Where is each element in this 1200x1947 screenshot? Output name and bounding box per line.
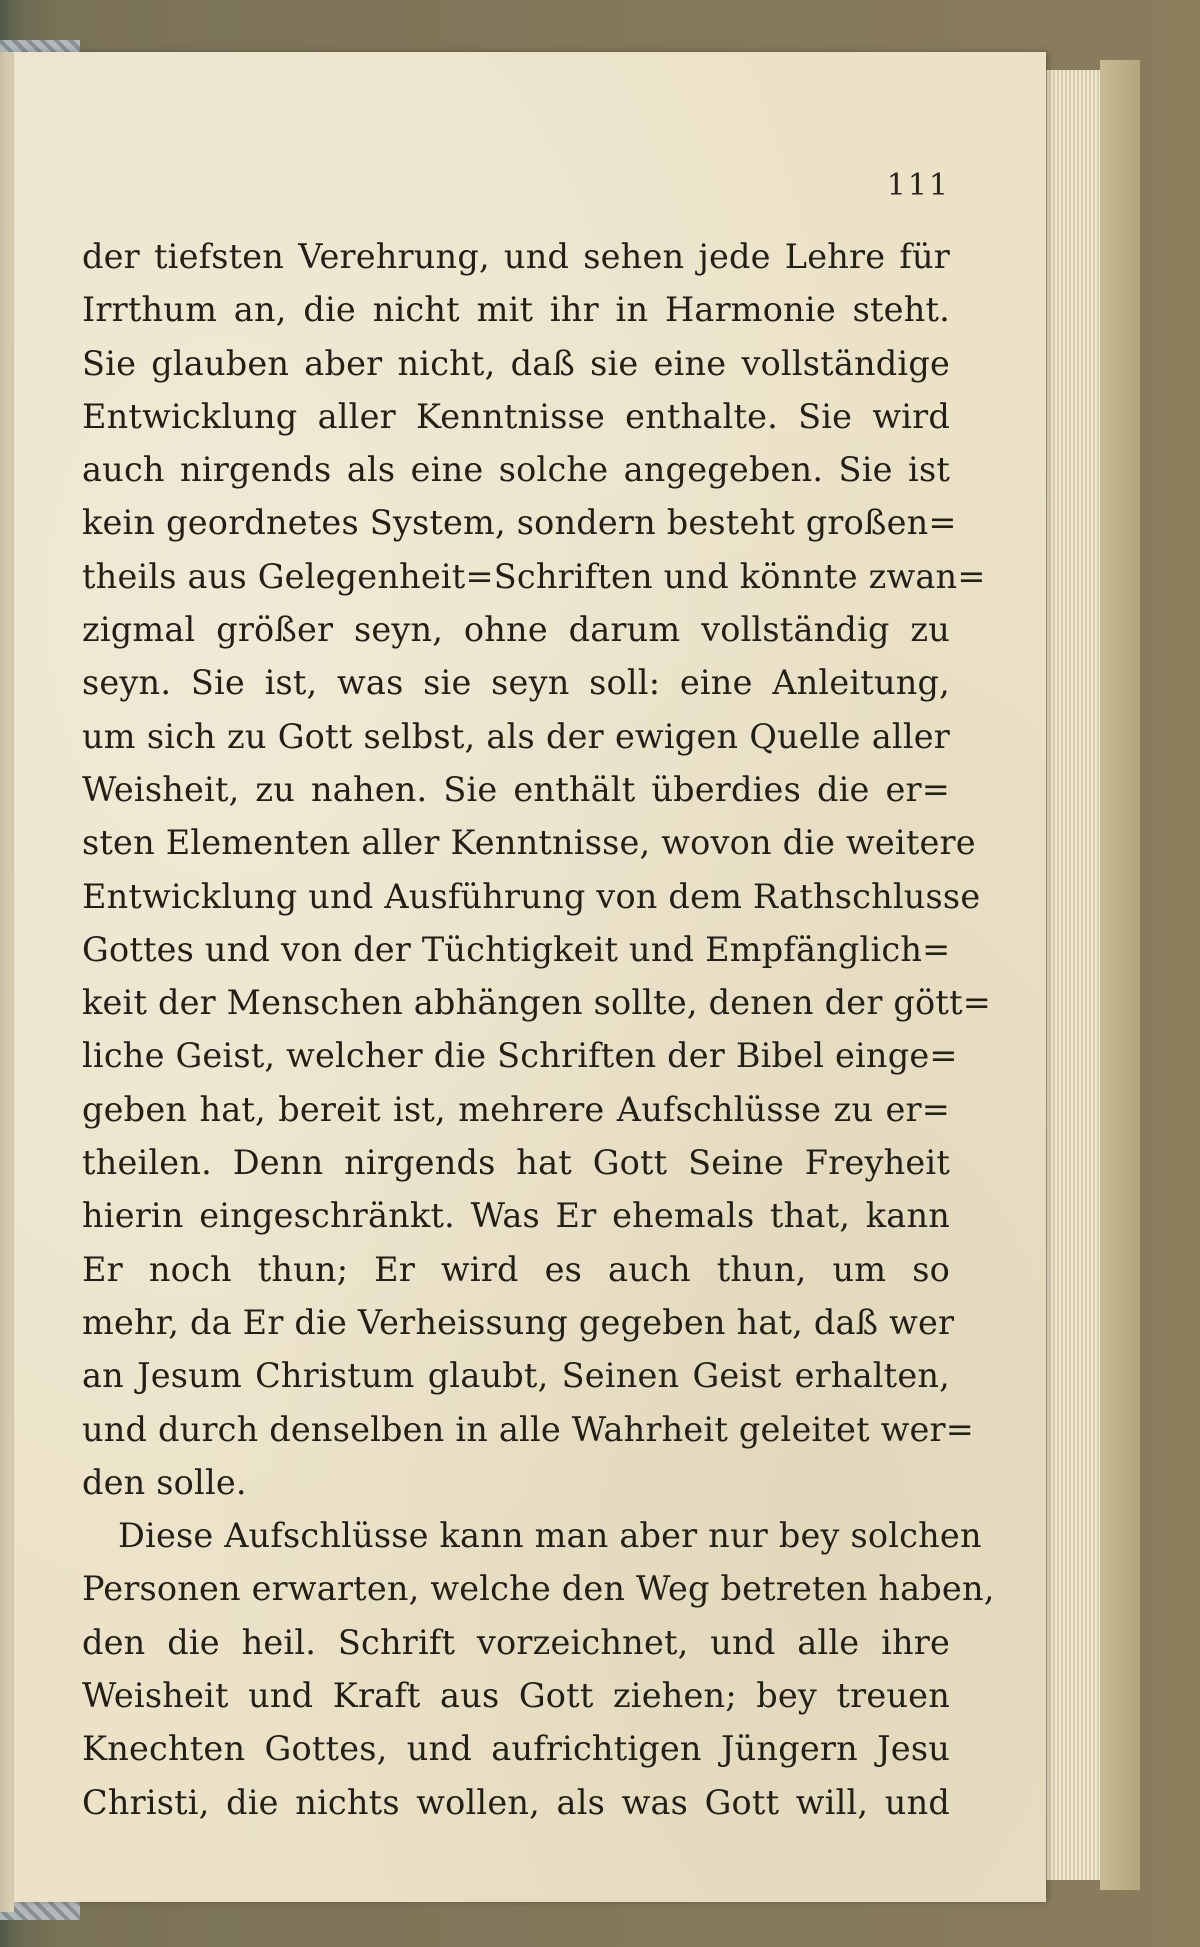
text-line: seyn. Sie ist, was sie seyn soll: eine Anleitung, bbox=[82, 663, 950, 703]
text-line: um sich zu Gott selbst, als der ewigen Quelle aller bbox=[82, 716, 950, 756]
text-line: an Jesum Christum glaubt, Seinen Geist erhalten, bbox=[82, 1356, 950, 1396]
text-line: Irrthum an, die nicht mit ihr in Harmonie steht. bbox=[82, 290, 950, 330]
text-line: Christi, die nichts wollen, als was Gott will, und bbox=[82, 1782, 950, 1822]
text-line: und durch denselben in alle Wahrheit geleitet wer= bbox=[82, 1409, 974, 1449]
text-line: kein geordnetes System, sondern besteht großen= bbox=[82, 503, 957, 543]
text-line: Personen erwarten, welche den Weg betreten haben, bbox=[82, 1569, 995, 1609]
text-line: sten Elementen aller Kenntnisse, wovon die weitere bbox=[82, 823, 976, 863]
book-page bbox=[14, 52, 1046, 1902]
text-line: den solle. bbox=[82, 1462, 247, 1502]
text-line: theils aus Gelegenheit=Schriften und könnte zwan= bbox=[82, 556, 986, 596]
text-line: Weisheit und Kraft aus Gott ziehen; bey treuen bbox=[82, 1676, 950, 1716]
page-number: 111 bbox=[886, 168, 950, 203]
text-line: Diese Aufschlüsse kann man aber nur bey solchen bbox=[118, 1516, 982, 1556]
text-line: liche Geist, welcher die Schriften der Bibel einge= bbox=[82, 1036, 958, 1076]
text-line: den die heil. Schrift vorzeichnet, und alle ihre bbox=[82, 1622, 950, 1662]
text-line: Gottes und von der Tüchtigkeit und Empfänglich= bbox=[82, 929, 951, 969]
text-line: auch nirgends als eine solche angegeben. Sie ist bbox=[82, 450, 950, 490]
paragraph bbox=[82, 1509, 995, 1829]
text-line: Sie glauben aber nicht, daß sie eine vollständige bbox=[82, 343, 950, 383]
text-line: der tiefsten Verehrung, und sehen jede Lehre für bbox=[82, 237, 950, 276]
text-line: zigmal größer seyn, ohne darum vollständig zu bbox=[82, 610, 950, 650]
text-line: mehr, da Er die Verheissung gegeben hat, daß wer bbox=[82, 1302, 955, 1342]
text-line: geben hat, bereit ist, mehrere Aufschlüsse zu er= bbox=[82, 1089, 950, 1129]
text-line: Weisheit, zu nahen. Sie enthält überdies die er= bbox=[82, 769, 950, 809]
text-line: keit der Menschen abhängen sollte, denen der gött= bbox=[82, 983, 992, 1023]
cover-edge bbox=[1100, 60, 1140, 1890]
text-line: Entwicklung aller Kenntnisse enthalte. Sie wird bbox=[82, 396, 950, 436]
text-line: theilen. Denn nirgends hat Gott Seine Freyheit bbox=[82, 1143, 950, 1183]
text-line: hierin eingeschränkt. Was Er ehemals that, kann bbox=[82, 1196, 950, 1236]
text-line: Entwicklung und Ausführung von dem Rathschlusse bbox=[82, 876, 981, 916]
body-text bbox=[82, 230, 995, 1829]
paragraph bbox=[82, 230, 992, 1509]
page-edges bbox=[1046, 70, 1101, 1880]
previous-page-edge bbox=[0, 52, 14, 1912]
text-line: Er noch thun; Er wird es auch thun, um so bbox=[82, 1249, 950, 1289]
text-line: Knechten Gottes, und aufrichtigen Jüngern Jesu bbox=[82, 1729, 950, 1769]
